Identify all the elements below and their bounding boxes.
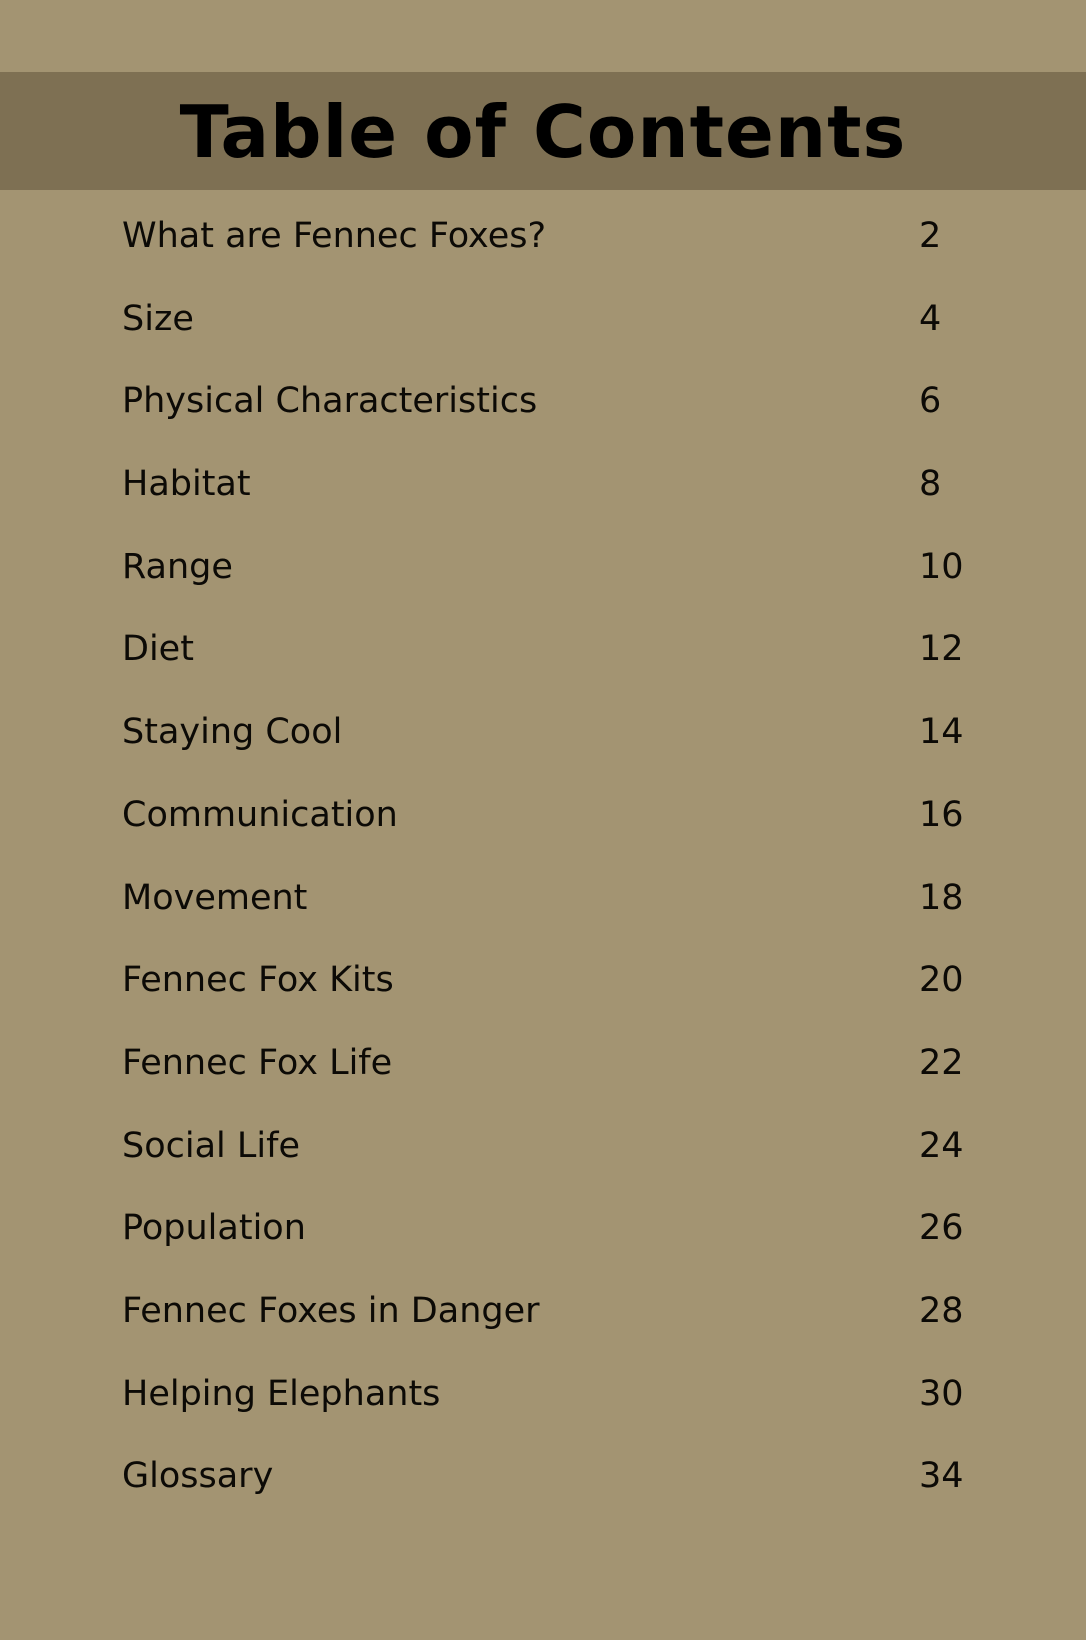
title-band xyxy=(0,72,1086,190)
toc-entry xyxy=(0,943,1086,1026)
toc-entry-page-number: 24 xyxy=(919,1125,964,1166)
toc-entry xyxy=(0,695,1086,778)
toc-entry-title: Habitat xyxy=(122,464,251,505)
toc-entry-page-number: 22 xyxy=(919,1042,964,1083)
toc-entry xyxy=(0,199,1086,282)
toc-entry-page-number: 14 xyxy=(919,712,964,753)
toc-entry-page-number: 34 xyxy=(919,1456,964,1497)
toc-entry-page-number: 6 xyxy=(919,381,942,422)
toc-entry-title: Staying Cool xyxy=(122,712,343,753)
toc-entry-page-number: 16 xyxy=(919,794,964,835)
page-title: Table of Contents xyxy=(179,90,907,174)
toc-entry-title: Glossary xyxy=(122,1456,274,1497)
toc-entry-title: Fennec Foxes in Danger xyxy=(122,1290,540,1331)
toc-entry xyxy=(0,861,1086,944)
toc-entry xyxy=(0,1274,1086,1357)
toc-entry-title: Communication xyxy=(122,794,398,835)
toc-entry xyxy=(0,1439,1086,1522)
toc-entry-page-number: 12 xyxy=(919,629,964,670)
toc-entry-page-number: 26 xyxy=(919,1208,964,1249)
toc-entry-page-number: 28 xyxy=(919,1290,964,1331)
toc-entry-title: Size xyxy=(122,298,194,339)
toc-entry-title: Social Life xyxy=(122,1125,300,1166)
toc-entry-page-number: 30 xyxy=(919,1373,964,1414)
toc-entry xyxy=(0,530,1086,613)
toc-entry xyxy=(0,778,1086,861)
toc-entry xyxy=(0,1191,1086,1274)
toc-entry-page-number: 2 xyxy=(919,216,942,256)
toc-entry-title: Movement xyxy=(122,877,308,918)
toc-entry xyxy=(0,1357,1086,1440)
toc-entry-title: Range xyxy=(122,546,233,587)
toc-entry-title: Helping Elephants xyxy=(122,1373,441,1414)
toc-entry xyxy=(0,447,1086,530)
toc-entry xyxy=(0,1109,1086,1192)
toc-entry-title: What are Fennec Foxes? xyxy=(122,216,547,256)
toc-entry-title: Diet xyxy=(122,629,194,670)
toc-entry xyxy=(0,612,1086,695)
toc-entry-page-number: 4 xyxy=(919,298,942,339)
toc-entry-title: Fennec Fox Life xyxy=(122,1042,393,1083)
toc-entry-page-number: 10 xyxy=(919,546,964,587)
toc-entry xyxy=(0,282,1086,365)
toc-entry xyxy=(0,364,1086,447)
toc-entry-title: Population xyxy=(122,1208,306,1249)
toc-entry-page-number: 8 xyxy=(919,464,942,505)
table-of-contents xyxy=(0,199,1086,1522)
toc-entry xyxy=(0,1026,1086,1109)
toc-entry-title: Fennec Fox Kits xyxy=(122,960,394,1001)
toc-entry-page-number: 20 xyxy=(919,960,964,1001)
toc-entry-title: Physical Characteristics xyxy=(122,381,538,422)
toc-entry-page-number: 18 xyxy=(919,877,964,918)
